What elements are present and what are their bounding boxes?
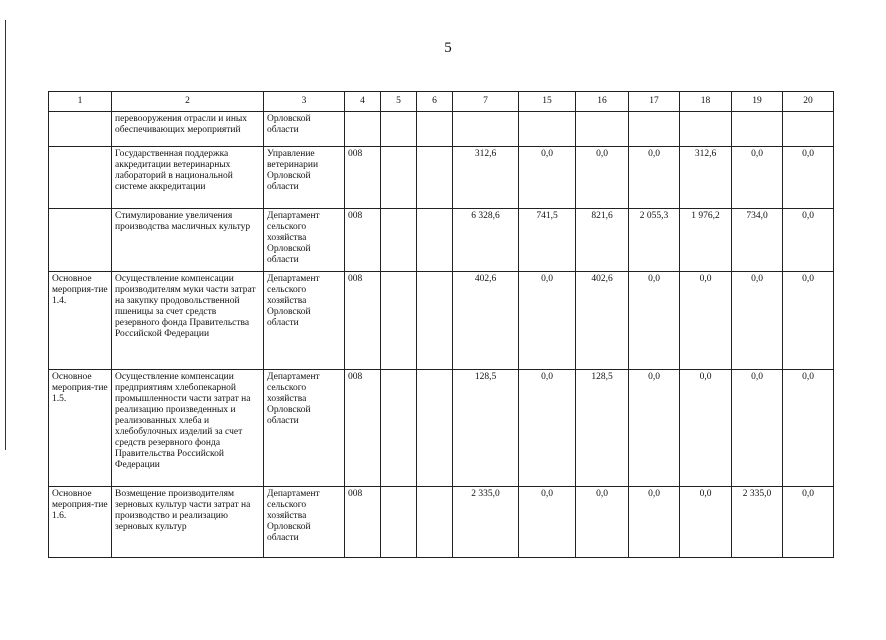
value-cell: 402,6 (576, 272, 629, 370)
value-cell: 0,0 (576, 487, 629, 558)
code-cell: 008 (345, 272, 381, 370)
value-cell (381, 209, 417, 272)
total-cell: 312,6 (453, 147, 519, 209)
value-cell: 0,0 (732, 370, 783, 487)
executor-cell: Департамент сельского хозяйства Орловской области (264, 209, 345, 272)
column-header: 19 (732, 92, 783, 112)
event-cell: Основное мероприя-тие 1.4. (49, 272, 112, 370)
table-row (49, 209, 834, 272)
value-cell: 0,0 (519, 272, 576, 370)
value-cell (680, 112, 732, 147)
column-header: 1 (49, 92, 112, 112)
value-cell: 128,5 (576, 370, 629, 487)
value-cell (381, 272, 417, 370)
value-cell: 821,6 (576, 209, 629, 272)
value-cell (417, 112, 453, 147)
value-cell (417, 209, 453, 272)
total-cell: 2 335,0 (453, 487, 519, 558)
table-row (49, 487, 834, 558)
value-cell (417, 272, 453, 370)
code-cell: 008 (345, 209, 381, 272)
margin-rule (5, 20, 6, 450)
value-cell: 0,0 (783, 209, 834, 272)
value-cell (417, 487, 453, 558)
value-cell: 0,0 (629, 272, 680, 370)
value-cell (783, 112, 834, 147)
value-cell (417, 370, 453, 487)
total-cell: 402,6 (453, 272, 519, 370)
code-cell: 008 (345, 370, 381, 487)
column-header: 3 (264, 92, 345, 112)
value-cell: 734,0 (732, 209, 783, 272)
executor-cell: Орловской области (264, 112, 345, 147)
value-cell (629, 112, 680, 147)
executor-cell: Управление ветеринарии Орловской области (264, 147, 345, 209)
name-cell: Государственная поддержка аккредитации ветеринарных лабораторий в национальной системе аккредитации (112, 147, 264, 209)
name-cell: перевооружения отрасли и иных обеспечивающих мероприятий (112, 112, 264, 147)
value-cell: 0,0 (629, 370, 680, 487)
value-cell: 2 055,3 (629, 209, 680, 272)
column-header: 5 (381, 92, 417, 112)
code-cell: 008 (345, 147, 381, 209)
table-row (49, 370, 834, 487)
event-cell (49, 209, 112, 272)
value-cell: 0,0 (680, 272, 732, 370)
table-row (49, 112, 834, 147)
column-header: 2 (112, 92, 264, 112)
value-cell: 0,0 (732, 272, 783, 370)
total-cell: 128,5 (453, 370, 519, 487)
value-cell: 0,0 (783, 272, 834, 370)
value-cell (381, 370, 417, 487)
value-cell: 0,0 (680, 370, 732, 487)
header-row (49, 92, 834, 112)
value-cell: 741,5 (519, 209, 576, 272)
value-cell (417, 147, 453, 209)
total-cell: 6 328,6 (453, 209, 519, 272)
column-header: 7 (453, 92, 519, 112)
value-cell (381, 147, 417, 209)
value-cell: 0,0 (629, 487, 680, 558)
name-cell: Осуществление компенсации производителям муки части затрат на закупку продовольственной пшеницы за счет средств резервного фонда Правительства Российской Федерации (112, 272, 264, 370)
executor-cell: Департамент сельского хозяйства Орловской области (264, 487, 345, 558)
column-header: 16 (576, 92, 629, 112)
page-number: 5 (444, 40, 452, 56)
value-cell (381, 487, 417, 558)
value-cell: 0,0 (732, 147, 783, 209)
name-cell: Стимулирование увеличения производства масличных культур (112, 209, 264, 272)
value-cell: 0,0 (519, 370, 576, 487)
column-header: 20 (783, 92, 834, 112)
name-cell: Осуществление компенсации предприятиям хлебопекарной промышленности части затрат на реализацию произведенных и реализованных хлеба и хлебобулочных изделий за счет средств резервного фонда Правительства Российской Федерации (112, 370, 264, 487)
event-cell: Основное мероприя-тие 1.6. (49, 487, 112, 558)
event-cell: Основное мероприя-тие 1.5. (49, 370, 112, 487)
name-cell: Возмещение производителям зерновых культур части затрат на производство и реализацию зерновых культур (112, 487, 264, 558)
column-header: 15 (519, 92, 576, 112)
code-cell (345, 112, 381, 147)
event-cell (49, 147, 112, 209)
executor-cell: Департамент сельского хозяйства Орловской области (264, 272, 345, 370)
value-cell: 0,0 (519, 147, 576, 209)
value-cell: 0,0 (519, 487, 576, 558)
event-cell (49, 112, 112, 147)
value-cell: 2 335,0 (732, 487, 783, 558)
column-header: 6 (417, 92, 453, 112)
column-header: 17 (629, 92, 680, 112)
value-cell: 1 976,2 (680, 209, 732, 272)
code-cell: 008 (345, 487, 381, 558)
budget-table (48, 91, 834, 558)
value-cell: 0,0 (783, 370, 834, 487)
value-cell: 312,6 (680, 147, 732, 209)
column-header: 18 (680, 92, 732, 112)
value-cell: 0,0 (680, 487, 732, 558)
value-cell (381, 112, 417, 147)
table-row (49, 272, 834, 370)
value-cell: 0,0 (783, 487, 834, 558)
column-header: 4 (345, 92, 381, 112)
value-cell: 0,0 (576, 147, 629, 209)
table-row (49, 147, 834, 209)
value-cell: 0,0 (629, 147, 680, 209)
value-cell (732, 112, 783, 147)
value-cell (576, 112, 629, 147)
executor-cell: Департамент сельского хозяйства Орловской области (264, 370, 345, 487)
total-cell (453, 112, 519, 147)
value-cell: 0,0 (783, 147, 834, 209)
value-cell (519, 112, 576, 147)
